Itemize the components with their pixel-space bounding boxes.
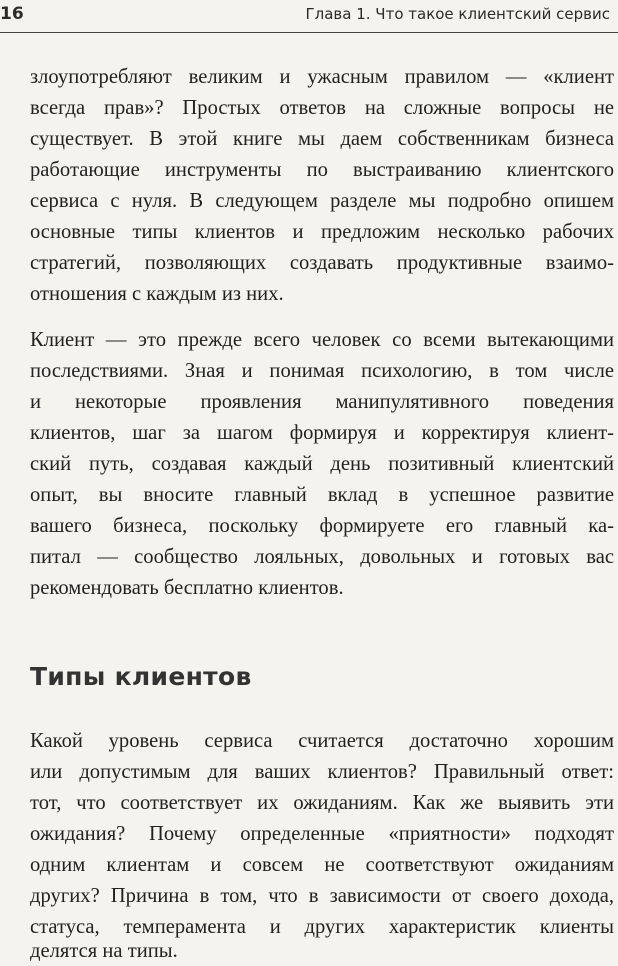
- text-line: делятся на типы.: [30, 940, 178, 962]
- text-line: и некоторые проявления манипулятивного поведения: [30, 391, 614, 413]
- text-line: клиентов, шаг за шагом формируя и корректируя клиент-: [30, 422, 614, 444]
- text-line: тот, что соответствует их ожиданиям. Как же выявить эти: [30, 792, 614, 814]
- page-header: [0, 0, 618, 34]
- text-line: статуса, темперамента и других характеристик клиенты: [30, 916, 614, 938]
- text-line: последствиями. Зная и понимая психологию, в том числе: [30, 360, 614, 382]
- text-line: или допустимым для ваших клиентов? Правильный ответ:: [30, 761, 614, 783]
- text-line: сервиса с нуля. В следующем разделе мы подробно опишем: [30, 190, 614, 212]
- text-line: всегда прав»? Простых ответов на сложные вопросы не: [30, 97, 614, 119]
- text-line: опыт, вы вносите главный вклад в успешное развитие: [30, 484, 614, 506]
- text-line: отношения с каждым из них.: [30, 283, 284, 305]
- text-line: существует. В этой книге мы даем собственникам бизнеса: [30, 128, 614, 150]
- text-line: Какой уровень сервиса считается достаточно хорошим: [30, 730, 614, 752]
- text-line: стратегий, позволяющих создавать продуктивные взаимо-: [30, 252, 614, 274]
- text-line: других? Причина в том, что в зависимости от своего дохода,: [30, 885, 614, 907]
- text-line: рекомендовать бесплатно клиентов.: [30, 577, 344, 599]
- page-number: 16: [0, 4, 24, 24]
- text-line: ожидания? Почему определенные «приятности» подходят: [30, 823, 614, 845]
- text-line: ский путь, создавая каждый день позитивный клиентский: [30, 453, 614, 475]
- text-line: питал — сообщество лояльных, довольных и готовых вас: [30, 546, 614, 568]
- section-heading: Типы клиентов: [30, 662, 252, 691]
- header-rule: [0, 32, 618, 33]
- running-head: Глава 1. Что такое клиентский сервис: [305, 5, 610, 23]
- text-line: вашего бизнеса, поскольку формируете его главный ка-: [30, 515, 614, 537]
- text-line: злоупотребляют великим и ужасным правилом — «клиент: [30, 66, 614, 88]
- text-line: работающие инструменты по выстраиванию клиентского: [30, 159, 614, 181]
- text-line: одним клиентам и совсем не соответствуют ожиданиям: [30, 854, 614, 876]
- text-line: Клиент — это прежде всего человек со всеми вытекающими: [30, 329, 614, 351]
- text-line: основные типы клиентов и предложим несколько рабочих: [30, 221, 614, 243]
